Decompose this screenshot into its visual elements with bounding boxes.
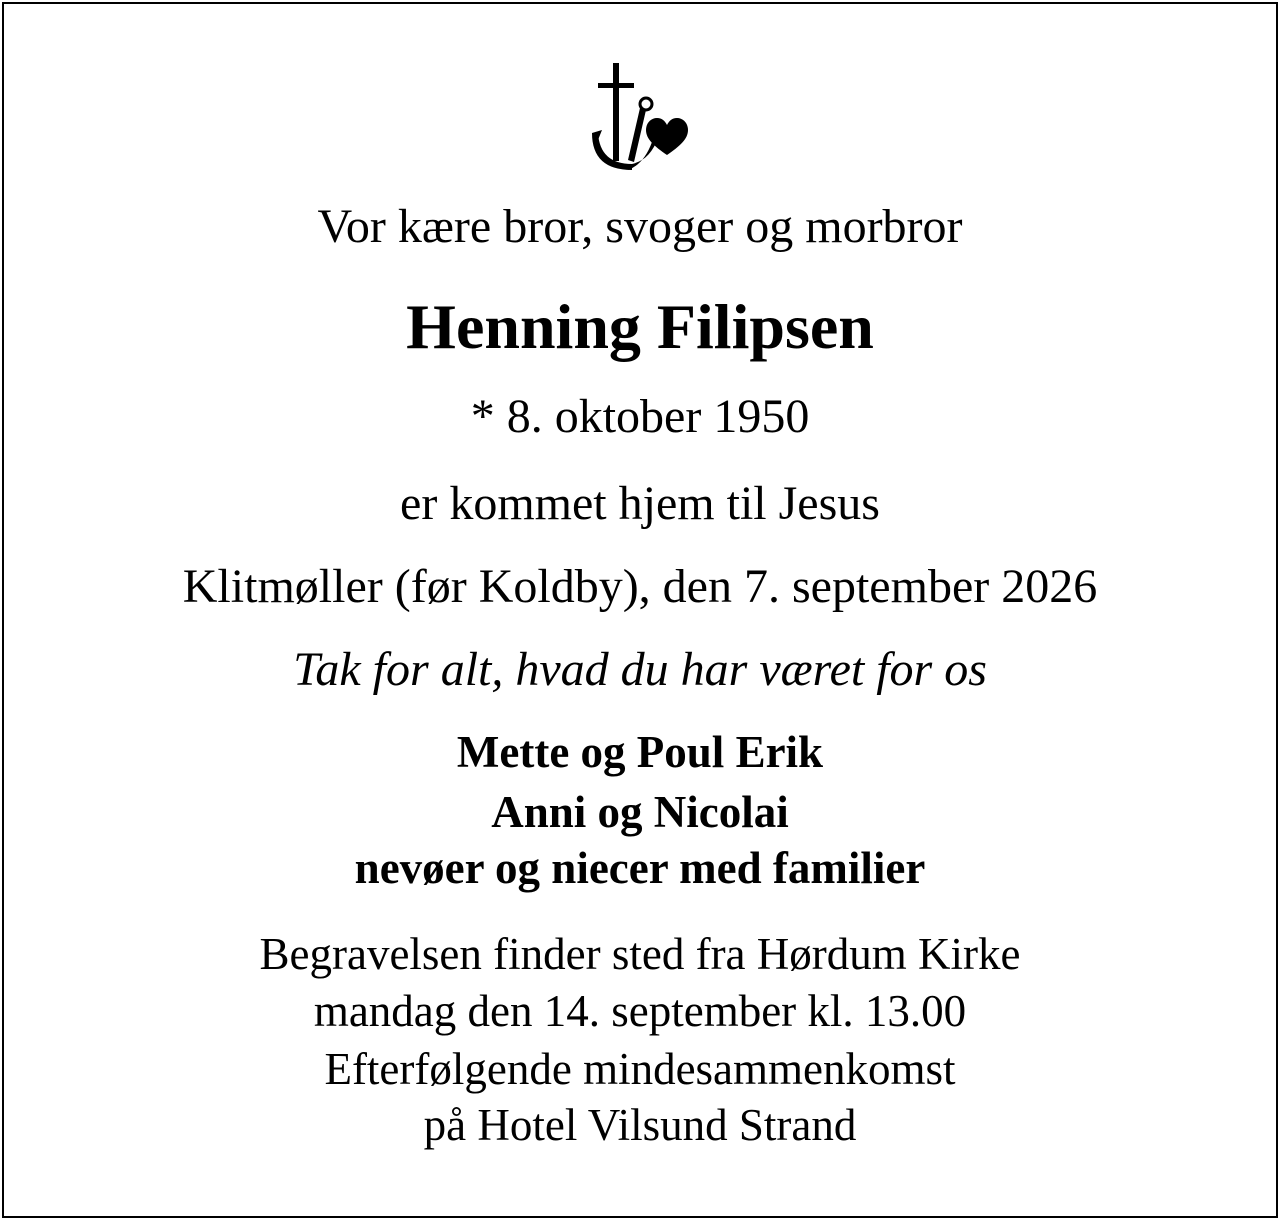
deceased-name: Henning Filipsen — [406, 291, 874, 362]
funeral-info-line: på Hotel Vilsund Strand — [423, 1100, 857, 1150]
funeral-info-line: Begravelsen finder sted fra Hørdum Kirke — [259, 929, 1021, 979]
thanks-line: Tak for alt, hvad du har været for os — [293, 643, 987, 696]
cross-anchor-heart-icon — [588, 60, 692, 170]
passing-line: er kommet hjem til Jesus — [400, 477, 880, 530]
mourner-line: Anni og Nicolai — [491, 787, 789, 837]
birth-date: * 8. oktober 1950 — [470, 390, 810, 443]
funeral-info-line: mandag den 14. september kl. 13.00 — [313, 986, 967, 1036]
place-and-date: Klitmøller (før Koldby), den 7. september 2026 — [182, 560, 1098, 613]
mourner-line: Mette og Poul Erik — [456, 727, 824, 777]
intro-line: Vor kære bror, svoger og morbror — [317, 200, 963, 253]
funeral-info-line: Efterfølgende mindesammenkomst — [324, 1044, 956, 1094]
mourner-line: nevøer og niecer med familier — [354, 843, 926, 893]
